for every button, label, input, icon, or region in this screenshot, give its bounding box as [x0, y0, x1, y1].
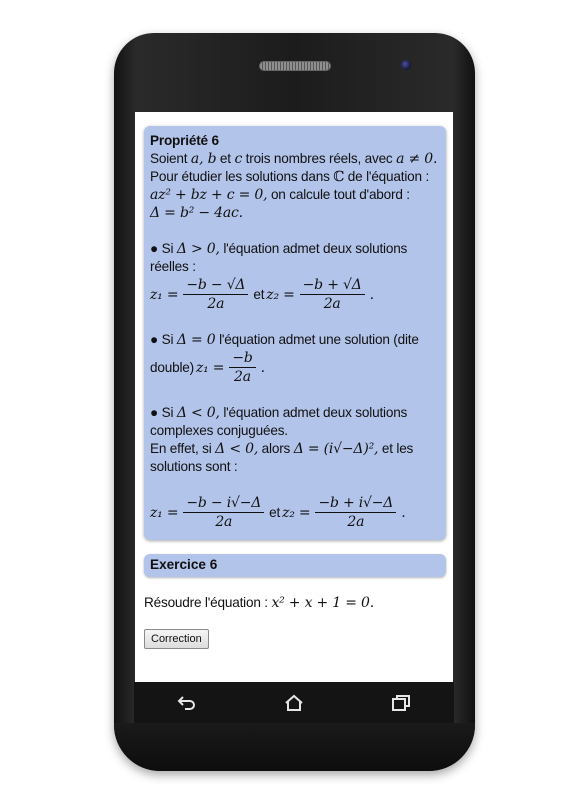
back-button[interactable]: [167, 688, 207, 718]
home-button[interactable]: [274, 688, 314, 718]
property-card: [144, 126, 446, 540]
case-negative-formula: z₁ = $\frac{-b - i√-\Delta}{2a}$ et z₂ = $\frac{-b + i√-\Delta}{2a}$ .: [150, 495, 406, 530]
recent-apps-button[interactable]: [381, 688, 421, 718]
correction-button[interactable]: Correction: [144, 629, 209, 649]
phone-frame: [114, 33, 475, 771]
case-negative-line-3: En effet, si Δ < 0, alors Δ = (i√−Δ)², et les: [150, 441, 414, 457]
exercise-title: Exercice 6: [144, 554, 446, 577]
front-camera: [401, 60, 411, 70]
case-negative: ● Si Δ < 0, l'équation admet deux solutions: [150, 405, 408, 421]
property-line-1: Soient a, b et c trois nombres réels, avec a ≠ 0.: [150, 151, 438, 167]
case-zero: ● Si Δ = 0 l'équation admet une solution (dite: [150, 332, 419, 348]
property-line-4: Δ = b² − 4ac.: [150, 205, 243, 221]
app-screen[interactable]: [135, 112, 453, 682]
speaker-grille: [259, 61, 331, 71]
case-positive-formula: z₁ = $\frac{-b - √\Delta}{2a}$ et z₂ = $\frac{-b + √\Delta}{2a}$ .: [150, 277, 374, 312]
navigation-bar: [134, 682, 454, 723]
property-line-2: Pour étudier les solutions dans ℂ de l'équation :: [150, 169, 430, 185]
case-positive: ● Si Δ > 0, l'équation admet deux solutions réelles :: [150, 241, 408, 274]
case-negative-line-4: solutions sont :: [150, 459, 238, 474]
home-icon: [284, 694, 304, 712]
exercise-statement: Résoudre l'équation : x² + x + 1 = 0.: [144, 595, 374, 611]
case-zero-formula: double) z₁ = $\frac{-b}{2a}$ .: [150, 350, 265, 385]
recent-apps-icon: [391, 694, 411, 712]
back-icon: [177, 695, 197, 711]
property-line-3: az² + bz + c = 0, on calcule tout d'abord :: [150, 187, 410, 203]
phone-chin: [114, 723, 475, 771]
scroll-cutoff-content: [135, 675, 453, 682]
property-title: Propriété 6: [150, 133, 219, 148]
case-negative-line-2: complexes conjuguées.: [150, 423, 288, 438]
